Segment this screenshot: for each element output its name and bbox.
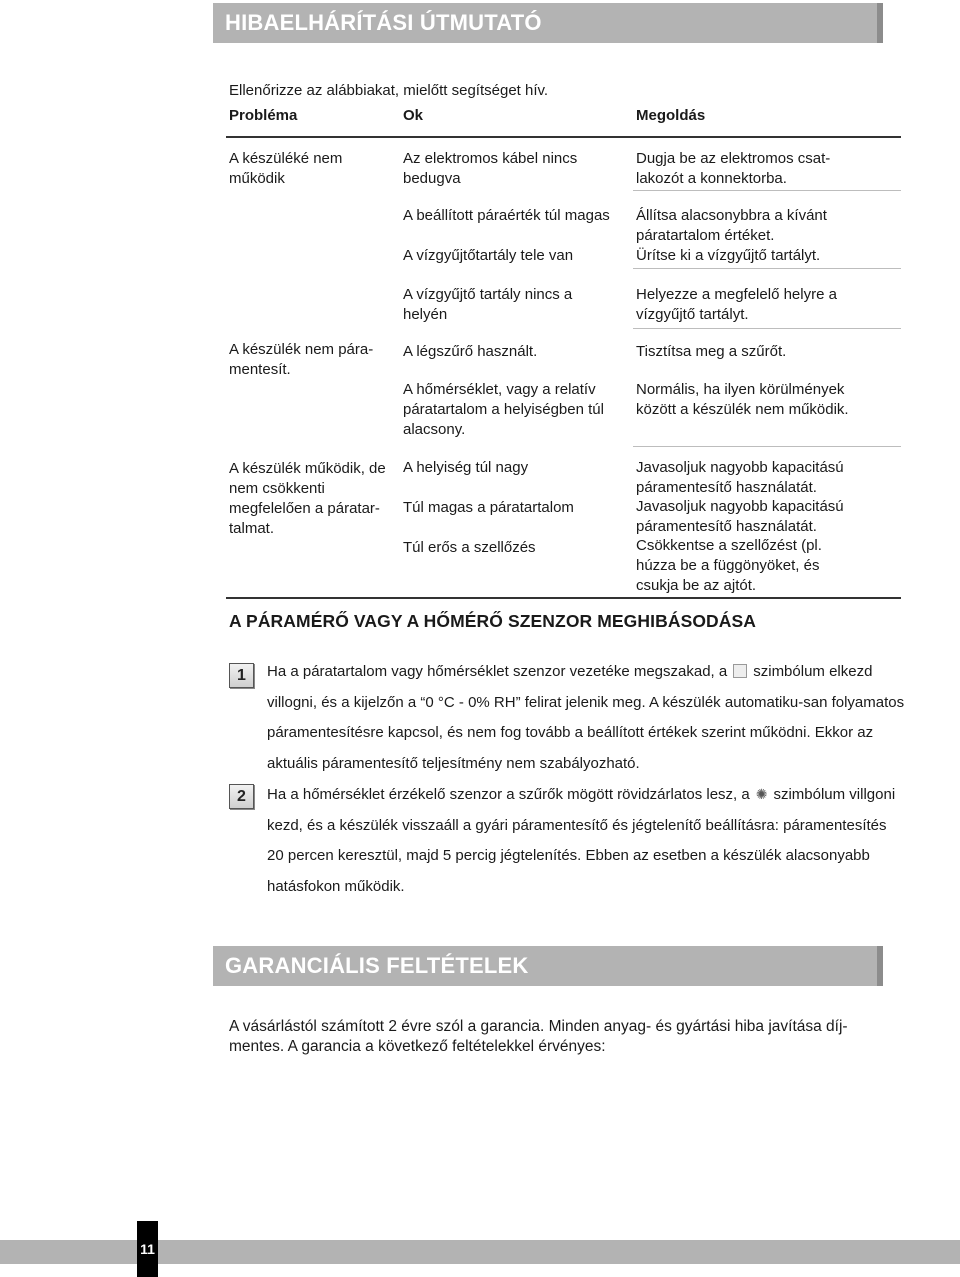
column-header-problem: Probléma xyxy=(229,107,298,124)
warranty-title: GARANCIÁLIS FELTÉTELEK xyxy=(213,946,883,986)
intro-text: Ellenőrizze az alábbiakat, mielőtt segítséget hív. xyxy=(229,82,549,99)
column-header-solution: Megoldás xyxy=(636,107,706,124)
row-divider xyxy=(633,328,901,329)
solution-cell: Dugja be az elektromos csat-lakozót a konnektorba. xyxy=(636,150,831,187)
sensor-paragraph-2 xyxy=(267,779,907,903)
number-2-icon: 2 xyxy=(229,784,254,809)
cause-cell: Túl erős a szellőzés xyxy=(403,539,536,556)
row-divider xyxy=(633,446,901,447)
solution-cell: Normális, ha ilyen körülmények között a készülék nem működik. xyxy=(636,381,849,418)
cause-cell: Az elektromos kábel nincs bedugva xyxy=(403,150,578,187)
cause-cell: A légszűrő használt. xyxy=(403,343,538,360)
solution-cell: Csökkentse a szellőzést (pl. húzza be a függönyöket, és csukja be az ajtót. xyxy=(636,537,822,594)
table-top-rule xyxy=(226,136,901,138)
tank-symbol-icon xyxy=(733,664,747,678)
cause-cell: Túl magas a páratartalom xyxy=(403,499,574,516)
page-number: 11 xyxy=(137,1221,158,1277)
table-bottom-rule xyxy=(226,597,901,599)
cause-cell: A vízgyűjtőtartály tele van xyxy=(403,247,574,264)
column-header-cause: Ok xyxy=(403,107,424,124)
sensor-paragraph-1 xyxy=(267,657,907,780)
sensor-section-title: A PÁRAMÉRŐ VAGY A HŐMÉRŐ SZENZOR MEGHIBÁSODÁSA xyxy=(229,611,757,631)
solution-cell: Javasoljuk nagyobb kapacitású páramentesítő használatát. xyxy=(636,459,844,496)
solution-cell: Ürítse ki a vízgyűjtő tartályt. xyxy=(636,247,821,264)
row-divider xyxy=(633,190,901,191)
solution-cell: Helyezze a megfelelő helyre a vízgyűjtő tartályt. xyxy=(636,286,837,323)
paragraph-text: szimbólum villgoni kezd, és a készülék visszaáll a gyári páramentesítő és jégtelenítő beállításra: páramentesítés 20 percen keresztül, majd 5 percig jégtelenítés. Ebben az esetben a készülék alacsonyabb hatásfokon működik. xyxy=(267,786,896,896)
paragraph-text: Ha a hőmérséklet érzékelő szenzor a szűrők mögött rövidzárlatos lesz, a xyxy=(267,786,750,803)
number-1-icon: 1 xyxy=(229,663,254,688)
cause-cell: A hőmérséklet, vagy a relatív páratartalom a helyiségben túl alacsony. xyxy=(403,381,604,438)
cause-cell: A helyiség túl nagy xyxy=(403,459,529,476)
solution-cell: Javasoljuk nagyobb kapacitású páramentesítő használatát. xyxy=(636,498,844,535)
paragraph-text: Ha a páratartalom vagy hőmérséklet szenzor vezetéke megszakad, a xyxy=(267,663,728,680)
problem-cell: A készüléké nem működik xyxy=(229,150,343,187)
problem-cell: A készülék működik, de nem csökkenti megfelelően a páratar-talmat. xyxy=(229,460,386,537)
row-divider xyxy=(633,268,901,269)
paragraph-text: szimbólum elkezd villogni, és a kijelzőn a “0 °C - 0% RH” felirat jelenik meg. A készülék automatiku-san folyamatos páramentesítésre kapcsol, és nem fog tovább a beállított értékek szerint működni. Ekkor az aktuális páramentesítő teljesítmény nem szabályozható. xyxy=(267,663,905,773)
solution-cell: Állítsa alacsonybbra a kívánt páratartalom értéket. xyxy=(636,207,827,244)
troubleshooting-title: HIBAELHÁRÍTÁSI ÚTMUTATÓ xyxy=(213,3,883,43)
defrost-snowflake-icon: ✺ xyxy=(755,786,768,802)
solution-cell: Tisztítsa meg a szűrőt. xyxy=(636,343,787,360)
cause-cell: A vízgyűjtő tartály nincs a helyén xyxy=(403,286,573,323)
warranty-text: A vásárlástól számított 2 évre szól a garancia. Minden anyag- és gyártási hiba javítása díj-mentes. A garancia a következő feltételekkel érvényes: xyxy=(229,1018,848,1055)
cause-cell: A beállított páraérték túl magas xyxy=(403,207,610,224)
problem-cell: A készülék nem pára-mentesít. xyxy=(229,341,374,378)
